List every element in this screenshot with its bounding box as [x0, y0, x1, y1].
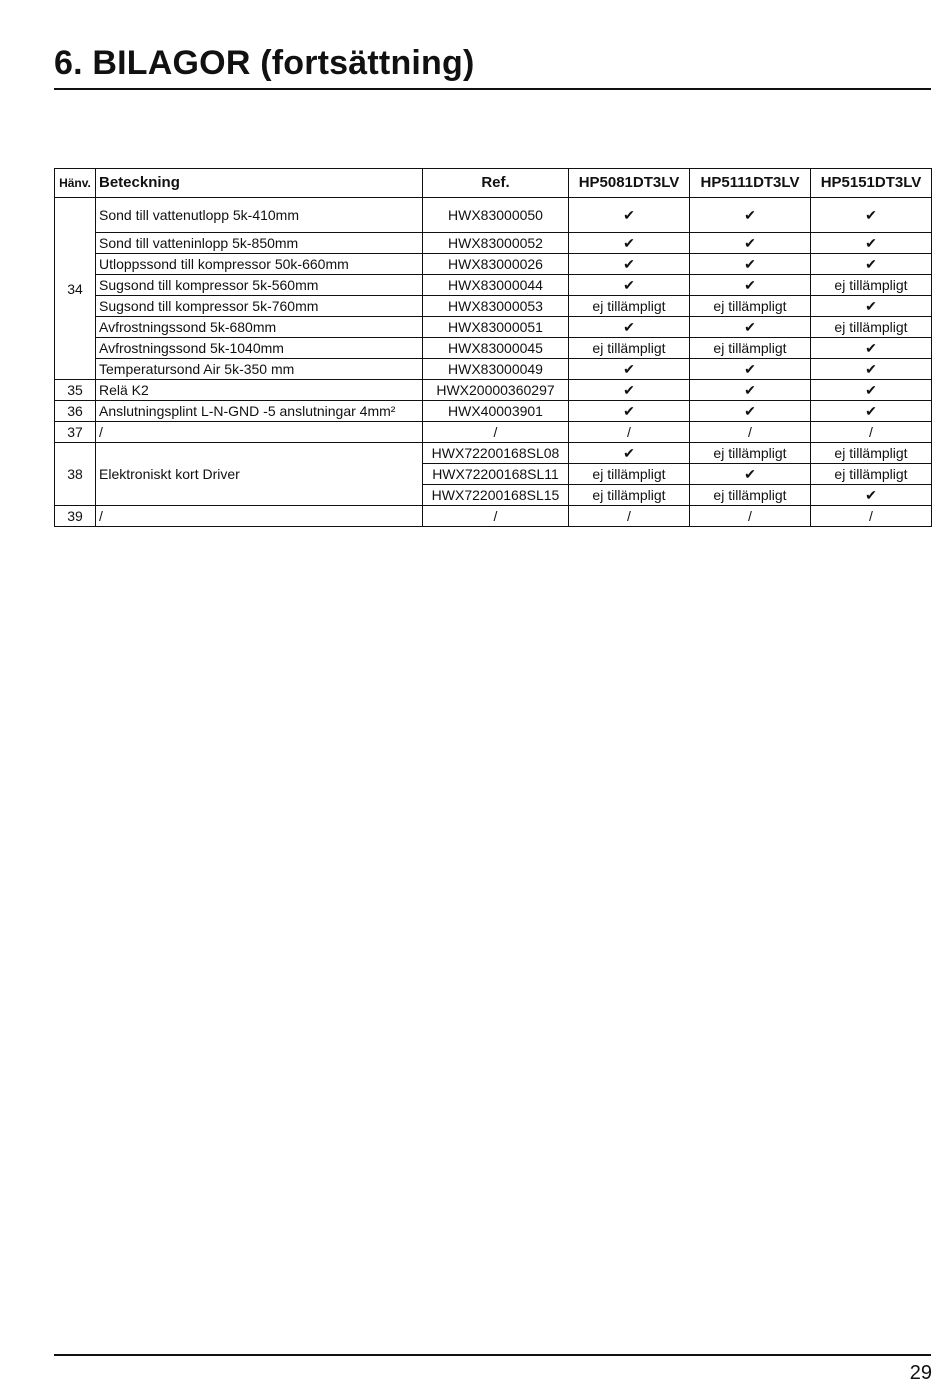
row-number: 36 — [55, 401, 96, 422]
table-row — [55, 401, 932, 422]
header-ref: Ref. — [423, 169, 569, 198]
row-description: Utloppssond till kompressor 50k-660mm — [96, 254, 423, 275]
row-model-2: / — [690, 506, 811, 527]
row-number: 35 — [55, 380, 96, 401]
table-row — [55, 380, 932, 401]
row-model-3: ej tillämpligt — [811, 317, 932, 338]
row-model-2: ✔ — [690, 254, 811, 275]
row-description: Sond till vatteninlopp 5k-850mm — [96, 233, 423, 254]
row-number: 38 — [55, 443, 96, 506]
row-ref: HWX83000044 — [423, 275, 569, 296]
row-description: / — [96, 422, 423, 443]
table-row — [55, 422, 932, 443]
row-description: Elektroniskt kort Driver — [96, 443, 423, 506]
row-model-3: ✔ — [811, 296, 932, 317]
table-row — [55, 198, 932, 233]
row-model-3: ✔ — [811, 359, 932, 380]
row-model-2: ej tillämpligt — [690, 443, 811, 464]
header-beteckning: Beteckning — [96, 169, 423, 198]
row-model-3: ✔ — [811, 338, 932, 359]
page-number: 29 — [909, 1362, 932, 1384]
row-model-3: ✔ — [811, 233, 932, 254]
row-model-1: ✔ — [569, 317, 690, 338]
row-model-1: ✔ — [569, 198, 690, 233]
row-description: Sugsond till kompressor 5k-560mm — [96, 275, 423, 296]
table-row — [55, 359, 932, 380]
row-model-3: ✔ — [811, 198, 932, 233]
row-model-2: ej tillämpligt — [690, 338, 811, 359]
row-ref: HWX83000026 — [423, 254, 569, 275]
row-model-3: ✔ — [811, 254, 932, 275]
row-model-2: ✔ — [690, 401, 811, 422]
header-model-2: HP5111DT3LV — [690, 169, 811, 198]
table-row — [55, 275, 932, 296]
row-model-2: ✔ — [690, 233, 811, 254]
table-row — [55, 233, 932, 254]
row-model-2: ✔ — [690, 317, 811, 338]
row-model-2: ✔ — [690, 275, 811, 296]
row-model-3: ✔ — [811, 485, 932, 506]
table-row — [55, 254, 932, 275]
row-model-1: ✔ — [569, 443, 690, 464]
row-ref: HWX83000045 — [423, 338, 569, 359]
row-ref: HWX83000050 — [423, 198, 569, 233]
row-model-2: ✔ — [690, 464, 811, 485]
header-model-1: HP5081DT3LV — [569, 169, 690, 198]
row-number: 34 — [55, 198, 96, 380]
row-model-2: ✔ — [690, 380, 811, 401]
row-model-1: ✔ — [569, 254, 690, 275]
row-model-1: / — [569, 422, 690, 443]
row-model-1: ✔ — [569, 275, 690, 296]
table-header-row — [55, 169, 932, 198]
row-model-3: ej tillämpligt — [811, 275, 932, 296]
row-model-1: ej tillämpligt — [569, 464, 690, 485]
row-model-3: ✔ — [811, 380, 932, 401]
row-model-1: ✔ — [569, 233, 690, 254]
row-description: Temperatursond Air 5k-350 mm — [96, 359, 423, 380]
row-model-3: ej tillämpligt — [811, 464, 932, 485]
row-ref: HWX83000053 — [423, 296, 569, 317]
row-model-1: ✔ — [569, 380, 690, 401]
row-model-1: ✔ — [569, 401, 690, 422]
table-row — [55, 506, 932, 527]
row-ref: HWX83000049 — [423, 359, 569, 380]
footer-divider — [54, 1354, 931, 1356]
header-model-3: HP5151DT3LV — [811, 169, 932, 198]
row-model-3: ej tillämpligt — [811, 443, 932, 464]
row-model-1: ej tillämpligt — [569, 338, 690, 359]
row-ref: HWX83000052 — [423, 233, 569, 254]
table-row — [55, 296, 932, 317]
row-description: Sond till vattenutlopp 5k-410mm — [96, 198, 423, 233]
row-description: Sugsond till kompressor 5k-760mm — [96, 296, 423, 317]
row-model-1: ✔ — [569, 359, 690, 380]
row-model-2: ej tillämpligt — [690, 296, 811, 317]
row-number: 39 — [55, 506, 96, 527]
table-row — [55, 338, 932, 359]
row-model-2: ✔ — [690, 198, 811, 233]
row-ref: / — [423, 506, 569, 527]
row-model-3: ✔ — [811, 401, 932, 422]
row-model-1: ej tillämpligt — [569, 485, 690, 506]
row-model-2: / — [690, 422, 811, 443]
row-model-3: / — [811, 422, 932, 443]
row-model-3: / — [811, 506, 932, 527]
row-model-1: / — [569, 506, 690, 527]
row-ref: HWX83000051 — [423, 317, 569, 338]
row-ref: HWX72200168SL08 — [423, 443, 569, 464]
row-number: 37 — [55, 422, 96, 443]
row-ref: HWX72200168SL11 — [423, 464, 569, 485]
spare-parts-table — [54, 168, 932, 527]
row-model-1: ej tillämpligt — [569, 296, 690, 317]
row-ref: HWX20000360297 — [423, 380, 569, 401]
row-description: Relä K2 — [96, 380, 423, 401]
table-row — [55, 317, 932, 338]
row-ref: HWX40003901 — [423, 401, 569, 422]
table-row — [55, 443, 932, 464]
row-model-2: ej tillämpligt — [690, 485, 811, 506]
row-model-2: ✔ — [690, 359, 811, 380]
row-description: Anslutningsplint L-N-GND -5 anslutningar 4mm² — [96, 401, 423, 422]
header-hanv: Hänv. — [55, 169, 96, 198]
row-description: / — [96, 506, 423, 527]
row-description: Avfrostningssond 5k-680mm — [96, 317, 423, 338]
row-description: Avfrostningssond 5k-1040mm — [96, 338, 423, 359]
row-ref: / — [423, 422, 569, 443]
title-divider — [54, 88, 931, 90]
row-ref: HWX72200168SL15 — [423, 485, 569, 506]
page-title: 6. BILAGOR (fortsättning) — [54, 44, 475, 82]
